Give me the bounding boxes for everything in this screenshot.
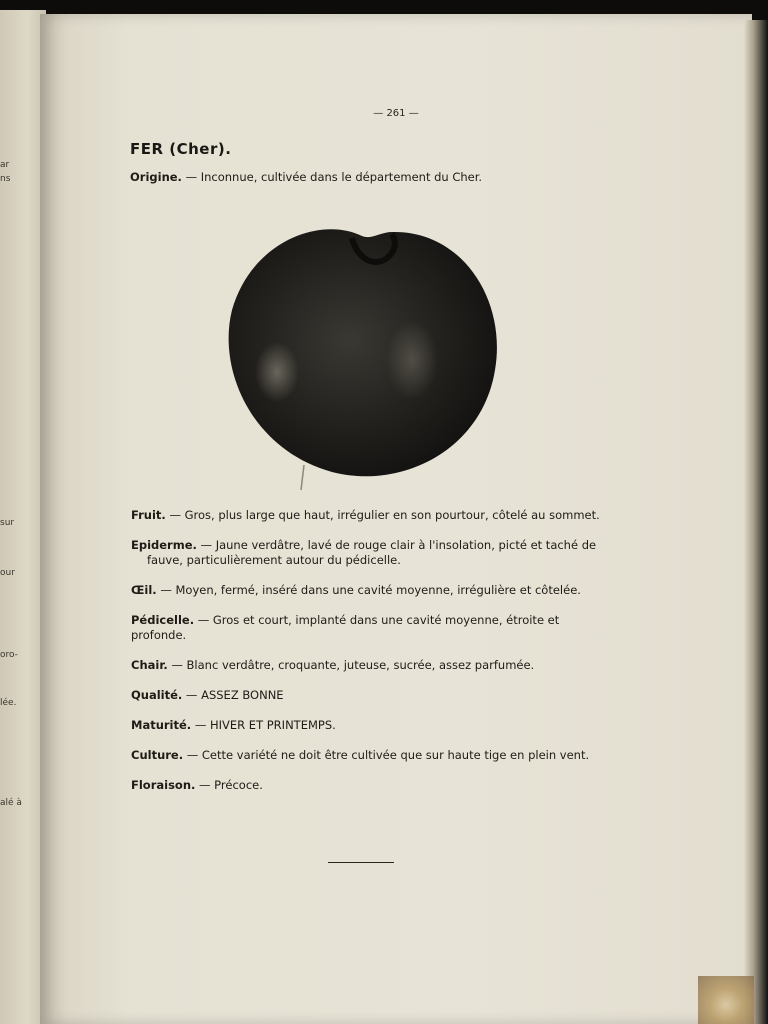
origin-text: — Inconnue, cultivée dans le département du Cher.: [181, 170, 483, 184]
left-page-fragment: ns: [0, 174, 11, 184]
entry-culture: [131, 748, 601, 763]
variety-title: FER (Cher).: [130, 140, 232, 158]
entry-pedicelle: [131, 613, 601, 643]
entry-continuation: fauve, particulièrement autour du pédicelle.: [147, 553, 401, 567]
apple-illustration: [212, 210, 512, 494]
origin-line: [130, 170, 482, 184]
left-page-fragment: lée.: [0, 698, 17, 708]
left-page-fragment: oro-: [0, 650, 18, 660]
entry-text: — Cette variété ne doit être cultivée que sur haute tige en plein vent.: [183, 748, 590, 762]
entry-fruit: [131, 508, 601, 523]
entry-text: — Jaune verdâtre, lavé de rouge clair à l'insolation, picté et taché de: [196, 538, 597, 552]
end-rule: [328, 862, 394, 863]
entry-text: — HIVER ET PRINTEMPS.: [191, 718, 336, 732]
entry-label: Maturité.: [131, 718, 192, 732]
entry-oeil: [131, 583, 601, 598]
entry-text: — Gros et court, implanté dans une cavité moyenne, étroite et profonde.: [131, 613, 560, 642]
entry-epiderme: [131, 538, 601, 568]
entry-qualite: [131, 688, 601, 703]
entry-label: Chair.: [131, 658, 168, 672]
entry-label: Qualité.: [131, 688, 183, 702]
origin-label: Origine.: [130, 170, 182, 184]
entry-label: Œil.: [131, 583, 157, 597]
entry-label: Culture.: [131, 748, 184, 762]
page-edge-shadow: [744, 20, 768, 1024]
book-page: [40, 14, 752, 1024]
left-page-fragment: sur: [0, 518, 15, 528]
entry-chair: [131, 658, 601, 673]
entry-maturite: [131, 718, 601, 733]
entry-text: — Blanc verdâtre, croquante, juteuse, sucrée, assez parfumée.: [167, 658, 535, 672]
entry-label: Floraison.: [131, 778, 196, 792]
entry-floraison: [131, 778, 601, 793]
entry-label: Epiderme.: [131, 538, 197, 552]
entry-text: — Gros, plus large que haut, irrégulier en son pourtour, côtelé au sommet.: [165, 508, 600, 522]
entry-text: — ASSEZ BONNE: [182, 688, 284, 702]
left-page-fragment: alé à: [0, 798, 22, 808]
left-page-fragment: our: [0, 568, 15, 578]
page-number: — 261 —: [373, 108, 419, 119]
left-page-fragment: ar: [0, 160, 10, 170]
apple-icon: [212, 210, 512, 490]
entry-label: Fruit.: [131, 508, 166, 522]
entry-text: — Moyen, fermé, inséré dans une cavité moyenne, irrégulière et côtelée.: [156, 583, 581, 597]
corner-thumbnail: [698, 976, 754, 1024]
entry-label: Pédicelle.: [131, 613, 195, 627]
description-list: [131, 508, 601, 793]
entry-text: — Précoce.: [195, 778, 263, 792]
